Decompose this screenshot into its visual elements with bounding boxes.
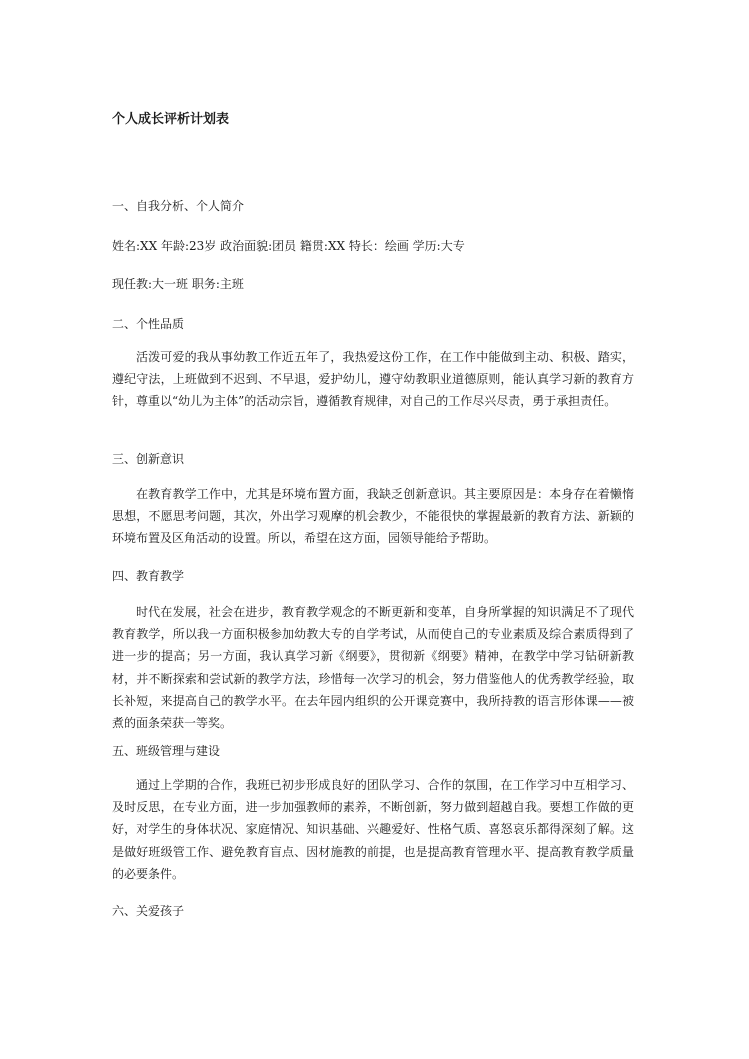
personal-info-line: 姓名:XX 年龄:23岁 政治面貌:团员 籍贯:XX 特长：绘画 学历:大专 [112, 239, 465, 253]
section-paragraph-4: 时代在发展，社会在进步，教育教学观念的不断更新和变革，自身所掌握的知识满足不了现代教育教学，所以我一方面积极参加幼教大专的自学考试，从而使自己的专业素质及综合素质得到了进一步的提高；另一方面，我认真学习新《纲要》，贯彻新《纲要》精神，在教学中学习钻研新教材，并不断探索和尝试新的教学方法，珍惜每一次学习的机会，努力借鉴他人的优秀教学经验，取长补短，来提高自己的教学水平。在去年园内组织的公开课竞赛中，我所持教的语言形体课——被煮的面条荣获一等奖。 [112, 605, 634, 731]
section-paragraph-5: 通过上学期的合作，我班已初步形成良好的团队学习、合作的氛围，在工作学习中互相学习、及时反思，在专业方面，进一步加强教师的素养，不断创新，努力做到超越自我。要想工作做的更好，对学生的身体状况、家庭情况、知识基础、兴趣爱好、性格气质、喜怒哀乐都得深刻了解。这是做好班级管工作、避免教育盲点、因材施教的前提，也是提高教育管理水平、提高教育教学质量的必要条件。 [112, 778, 634, 881]
section-paragraph-3: 在教育教学工作中，尤其是环境布置方面，我缺乏创新意识。其主要原因是：本身存在着懒惰思想，不愿思考问题，其次，外出学习观摩的机会教少，不能很快的掌握最新的教育方法、新颖的环境布置及区角活动的设置。所以，希望在这方面，园领导能给予帮助。 [112, 487, 634, 546]
document-title: 个人成长评析计划表 [112, 112, 230, 127]
section-heading-2: 二、个性品质 [112, 317, 185, 331]
section-heading-1: 一、自我分析、个人简介 [112, 199, 245, 213]
section-heading-5: 五、班级管理与建设 [112, 744, 221, 758]
section-paragraph-2: 活泼可爱的我从事幼教工作近五年了，我热爱这份工作，在工作中能做到主动、积极、踏实，遵纪守法，上班做到不迟到、不早退，爱护幼儿，遵守幼教职业道德原则，能认真学习新的教育方针，尊重以“幼儿为主体”的活动宗旨，遵循教育规律，对自己的工作尽兴尽责，勇于承担责任。 [112, 350, 634, 409]
section-heading-6: 六、关爱孩子 [112, 904, 185, 918]
position-info-line: 现任教:大一班 职务:主班 [112, 277, 244, 291]
section-heading-4: 四、教育教学 [112, 569, 185, 583]
section-heading-3: 三、创新意识 [112, 452, 185, 466]
